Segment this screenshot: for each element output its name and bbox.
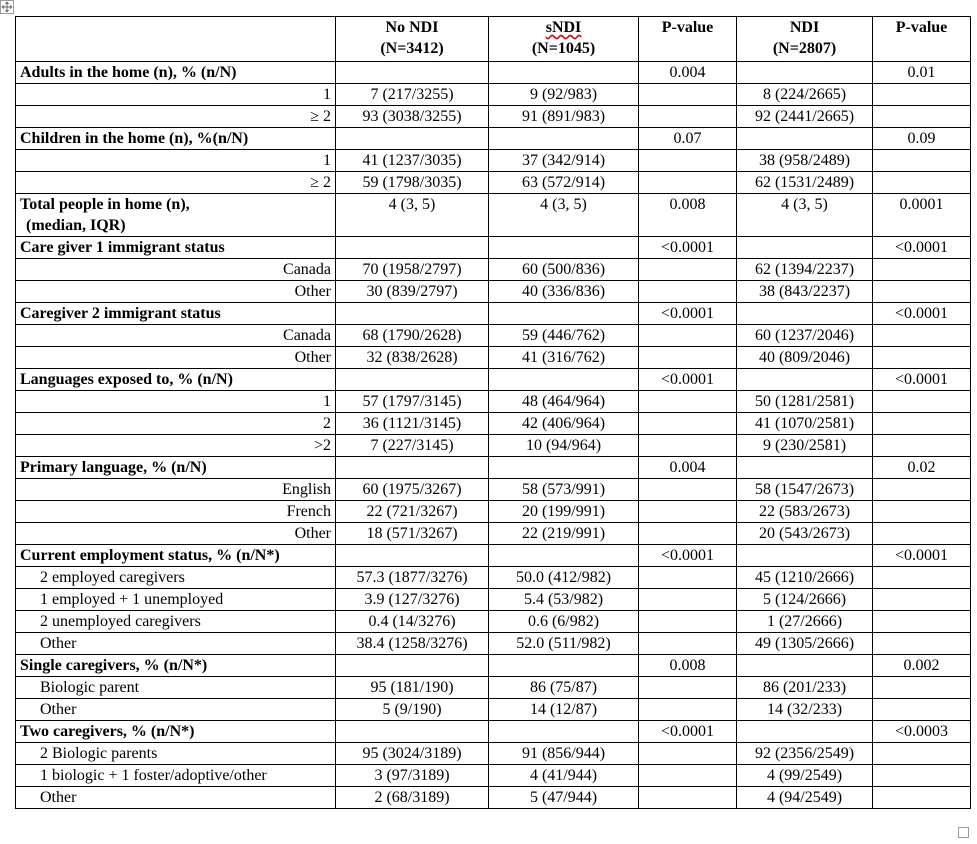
- cell-no-ndi: 93 (3038/3255): [336, 106, 489, 128]
- table-row: [16, 172, 971, 194]
- cell-p-value-1: 0.004: [639, 62, 737, 84]
- category-label: 1 employed + 1 unemployed: [16, 589, 336, 611]
- cell-sndi: 10 (94/964): [489, 435, 639, 457]
- table-row: [16, 150, 971, 172]
- cell-p-value-1: [639, 106, 737, 128]
- cell-p-value-1: [639, 84, 737, 106]
- table-row: [16, 501, 971, 523]
- cell-p-value-1: [639, 589, 737, 611]
- cell-no-ndi: 4 (3, 5): [336, 194, 489, 237]
- cell-ndi: [737, 237, 873, 259]
- cell-sndi: 86 (75/87): [489, 677, 639, 699]
- category-label: Canada: [16, 325, 336, 347]
- cell-no-ndi: 22 (721/3267): [336, 501, 489, 523]
- cell-p-value-2: 0.0001: [873, 194, 971, 237]
- cell-ndi: 4 (99/2549): [737, 765, 873, 787]
- cell-sndi: 5 (47/944): [489, 787, 639, 809]
- cell-sndi: 60 (500/836): [489, 259, 639, 281]
- cell-p-value-2: <0.0001: [873, 237, 971, 259]
- cell-no-ndi: 3 (97/3189): [336, 765, 489, 787]
- cell-p-value-2: [873, 765, 971, 787]
- cell-ndi: 38 (843/2237): [737, 281, 873, 303]
- section-row: [16, 62, 971, 84]
- cell-sndi: [489, 457, 639, 479]
- cell-no-ndi: [336, 545, 489, 567]
- table-row: [16, 765, 971, 787]
- section-label: [16, 303, 336, 325]
- cell-p-value-2: [873, 259, 971, 281]
- section-label-text: Primary language, % (n/N): [20, 459, 207, 476]
- header-label-cell: [16, 17, 336, 62]
- category-label: Other: [16, 281, 336, 303]
- cell-ndi: [737, 62, 873, 84]
- cell-sndi: 40 (336/836): [489, 281, 639, 303]
- category-label: 2 employed caregivers: [16, 567, 336, 589]
- table-row: [16, 391, 971, 413]
- cell-p-value-1: [639, 281, 737, 303]
- cell-no-ndi: 38.4 (1258/3276): [336, 633, 489, 655]
- cell-p-value-1: [639, 413, 737, 435]
- cell-no-ndi: [336, 128, 489, 150]
- cell-sndi: 4 (3, 5): [489, 194, 639, 237]
- cell-ndi: [737, 128, 873, 150]
- table-body: [16, 62, 971, 809]
- cell-p-value-1: <0.0001: [639, 721, 737, 743]
- cell-ndi: [737, 545, 873, 567]
- cell-p-value-1: [639, 325, 737, 347]
- results-table: [15, 16, 971, 809]
- header-no-ndi-n: (N=3412): [380, 40, 444, 57]
- cell-p-value-2: [873, 611, 971, 633]
- cell-p-value-2: [873, 413, 971, 435]
- cell-sndi: 41 (316/762): [489, 347, 639, 369]
- cell-ndi: 86 (201/233): [737, 677, 873, 699]
- cell-p-value-1: [639, 150, 737, 172]
- section-row: [16, 128, 971, 150]
- category-label: >2: [16, 435, 336, 457]
- cell-p-value-1: [639, 743, 737, 765]
- cell-no-ndi: [336, 369, 489, 391]
- section-row: [16, 655, 971, 677]
- cell-p-value-2: 0.02: [873, 457, 971, 479]
- cell-sndi: 37 (342/914): [489, 150, 639, 172]
- cell-sndi: [489, 303, 639, 325]
- section-label: [16, 128, 336, 150]
- category-label: Other: [16, 699, 336, 721]
- cell-no-ndi: 0.4 (14/3276): [336, 611, 489, 633]
- table-row: [16, 106, 971, 128]
- cell-sndi: 52.0 (511/982): [489, 633, 639, 655]
- cell-no-ndi: [336, 457, 489, 479]
- table-row: [16, 347, 971, 369]
- cell-ndi: 62 (1394/2237): [737, 259, 873, 281]
- cell-no-ndi: 57.3 (1877/3276): [336, 567, 489, 589]
- header-sndi: [489, 17, 639, 62]
- cell-no-ndi: 18 (571/3267): [336, 523, 489, 545]
- cell-no-ndi: [336, 721, 489, 743]
- cell-sndi: 50.0 (412/982): [489, 567, 639, 589]
- category-label: ≥ 2: [16, 172, 336, 194]
- section-label: [16, 457, 336, 479]
- header-ndi-name: NDI: [789, 19, 820, 36]
- cell-p-value-1: [639, 523, 737, 545]
- cell-p-value-1: 0.008: [639, 655, 737, 677]
- category-label: ≥ 2: [16, 106, 336, 128]
- cell-sndi: 4 (41/944): [489, 765, 639, 787]
- cell-ndi: 49 (1305/2666): [737, 633, 873, 655]
- cell-sndi: 0.6 (6/982): [489, 611, 639, 633]
- section-label: [16, 237, 336, 259]
- cell-no-ndi: 30 (839/2797): [336, 281, 489, 303]
- category-label: Other: [16, 347, 336, 369]
- cell-p-value-2: [873, 347, 971, 369]
- cell-sndi: 22 (219/991): [489, 523, 639, 545]
- cell-p-value-2: 0.01: [873, 62, 971, 84]
- cell-p-value-1: [639, 699, 737, 721]
- table-row: [16, 84, 971, 106]
- cell-sndi: [489, 721, 639, 743]
- cell-ndi: 4 (3, 5): [737, 194, 873, 237]
- section-row: [16, 303, 971, 325]
- category-label: Canada: [16, 259, 336, 281]
- table-row: [16, 281, 971, 303]
- cell-p-value-2: [873, 391, 971, 413]
- section-label: [16, 62, 336, 84]
- cell-no-ndi: [336, 303, 489, 325]
- header-ndi-n: (N=2807): [772, 40, 837, 57]
- header-row: [16, 17, 971, 62]
- cell-p-value-2: <0.0001: [873, 303, 971, 325]
- cell-p-value-1: <0.0001: [639, 369, 737, 391]
- table-row: [16, 611, 971, 633]
- category-label: Biologic parent: [16, 677, 336, 699]
- table-row: [16, 259, 971, 281]
- section-label-text: Two caregivers, % (n/N*): [20, 723, 195, 740]
- cell-p-value-1: [639, 787, 737, 809]
- cell-ndi: 22 (583/2673): [737, 501, 873, 523]
- cell-ndi: 58 (1547/2673): [737, 479, 873, 501]
- cell-sndi: 58 (573/991): [489, 479, 639, 501]
- table-row: [16, 633, 971, 655]
- cell-p-value-2: [873, 325, 971, 347]
- cell-p-value-1: <0.0001: [639, 303, 737, 325]
- table-row: [16, 677, 971, 699]
- cell-p-value-1: [639, 435, 737, 457]
- cell-no-ndi: 59 (1798/3035): [336, 172, 489, 194]
- cell-p-value-1: [639, 567, 737, 589]
- cell-ndi: 5 (124/2666): [737, 589, 873, 611]
- cell-no-ndi: 2 (68/3189): [336, 787, 489, 809]
- cell-sndi: [489, 655, 639, 677]
- section-label-text: Current employment status, % (n/N*): [20, 547, 280, 564]
- cell-p-value-2: [873, 84, 971, 106]
- cell-no-ndi: 95 (181/190): [336, 677, 489, 699]
- cell-ndi: 14 (32/233): [737, 699, 873, 721]
- header-no-ndi: [336, 17, 489, 62]
- cell-ndi: 60 (1237/2046): [737, 325, 873, 347]
- cell-no-ndi: 5 (9/190): [336, 699, 489, 721]
- cell-p-value-2: <0.0003: [873, 721, 971, 743]
- section-row: [16, 721, 971, 743]
- table-row: [16, 743, 971, 765]
- section-label: [16, 655, 336, 677]
- cell-sndi: [489, 545, 639, 567]
- section-row: [16, 237, 971, 259]
- cell-p-value-2: [873, 501, 971, 523]
- cell-p-value-1: <0.0001: [639, 545, 737, 567]
- cell-p-value-1: [639, 172, 737, 194]
- category-label: 2 Biologic parents: [16, 743, 336, 765]
- cell-p-value-2: 0.09: [873, 128, 971, 150]
- cell-ndi: 45 (1210/2666): [737, 567, 873, 589]
- cell-ndi: 38 (958/2489): [737, 150, 873, 172]
- cell-p-value-1: [639, 391, 737, 413]
- cell-sndi: 14 (12/87): [489, 699, 639, 721]
- table-row: [16, 589, 971, 611]
- cell-p-value-1: 0.07: [639, 128, 737, 150]
- table-row: [16, 787, 971, 809]
- cell-p-value-1: 0.004: [639, 457, 737, 479]
- cell-p-value-2: [873, 281, 971, 303]
- cell-ndi: [737, 655, 873, 677]
- header-sndi-name: sNDI: [545, 19, 582, 36]
- cell-sndi: 20 (199/991): [489, 501, 639, 523]
- cell-p-value-1: [639, 611, 737, 633]
- table-row: [16, 479, 971, 501]
- cell-sndi: [489, 237, 639, 259]
- cell-sndi: 9 (92/983): [489, 84, 639, 106]
- cell-p-value-1: <0.0001: [639, 237, 737, 259]
- header-sndi-n: (N=1045): [531, 40, 596, 57]
- cell-ndi: [737, 303, 873, 325]
- cell-no-ndi: 95 (3024/3189): [336, 743, 489, 765]
- cell-p-value-2: [873, 699, 971, 721]
- cell-p-value-1: [639, 347, 737, 369]
- section-label-text: Children in the home (n), %(n/N): [20, 130, 249, 147]
- cell-sndi: 42 (406/964): [489, 413, 639, 435]
- category-label: English: [16, 479, 336, 501]
- table-row: [16, 523, 971, 545]
- cell-p-value-2: [873, 435, 971, 457]
- cell-p-value-1: [639, 677, 737, 699]
- cell-p-value-2: [873, 633, 971, 655]
- cell-ndi: 20 (543/2673): [737, 523, 873, 545]
- cell-sndi: 59 (446/762): [489, 325, 639, 347]
- cell-p-value-2: [873, 479, 971, 501]
- cell-p-value-1: 0.008: [639, 194, 737, 237]
- cell-ndi: [737, 721, 873, 743]
- section-label-text-line2: (median, IQR): [26, 217, 126, 234]
- cell-no-ndi: 32 (838/2628): [336, 347, 489, 369]
- cell-no-ndi: [336, 237, 489, 259]
- cell-p-value-1: [639, 259, 737, 281]
- cell-ndi: 1 (27/2666): [737, 611, 873, 633]
- category-label: French: [16, 501, 336, 523]
- cell-ndi: 41 (1070/2581): [737, 413, 873, 435]
- cell-sndi: 48 (464/964): [489, 391, 639, 413]
- table-row: [16, 435, 971, 457]
- section-row: [16, 194, 971, 237]
- cell-sndi: [489, 62, 639, 84]
- table-row: [16, 413, 971, 435]
- cell-sndi: 91 (891/983): [489, 106, 639, 128]
- section-label: [16, 545, 336, 567]
- category-label: 1: [16, 84, 336, 106]
- category-label: 2 unemployed caregivers: [16, 611, 336, 633]
- cell-p-value-2: [873, 150, 971, 172]
- category-label: Other: [16, 633, 336, 655]
- cell-no-ndi: 7 (227/3145): [336, 435, 489, 457]
- section-label-text: Total people in home (n),: [20, 196, 190, 213]
- cell-sndi: [489, 128, 639, 150]
- cell-ndi: 92 (2441/2665): [737, 106, 873, 128]
- header-p-value-1: P-value: [639, 17, 737, 62]
- cell-no-ndi: 7 (217/3255): [336, 84, 489, 106]
- table-move-handle[interactable]: [0, 0, 14, 14]
- cell-no-ndi: 68 (1790/2628): [336, 325, 489, 347]
- cell-p-value-2: <0.0001: [873, 545, 971, 567]
- cell-p-value-2: [873, 743, 971, 765]
- cell-p-value-2: [873, 172, 971, 194]
- section-label-text: Languages exposed to, % (n/N): [20, 371, 233, 388]
- cell-ndi: 9 (230/2581): [737, 435, 873, 457]
- cell-p-value-2: <0.0001: [873, 369, 971, 391]
- cell-p-value-2: [873, 787, 971, 809]
- section-label: [16, 369, 336, 391]
- cell-ndi: [737, 369, 873, 391]
- cell-no-ndi: [336, 655, 489, 677]
- cell-ndi: [737, 457, 873, 479]
- section-label-text: Caregiver 2 immigrant status: [20, 305, 221, 322]
- cell-ndi: 40 (809/2046): [737, 347, 873, 369]
- section-label-text: Single caregivers, % (n/N*): [20, 657, 208, 674]
- cell-p-value-1: [639, 765, 737, 787]
- cell-no-ndi: 60 (1975/3267): [336, 479, 489, 501]
- section-row: [16, 369, 971, 391]
- cell-p-value-1: [639, 479, 737, 501]
- cell-no-ndi: 57 (1797/3145): [336, 391, 489, 413]
- cell-sndi: [489, 369, 639, 391]
- category-label: Other: [16, 787, 336, 809]
- category-label: 2: [16, 413, 336, 435]
- cell-sndi: 5.4 (53/982): [489, 589, 639, 611]
- table-resize-handle[interactable]: [958, 827, 969, 838]
- cell-ndi: 4 (94/2549): [737, 787, 873, 809]
- header-no-ndi-name: No NDI: [385, 19, 439, 36]
- table-row: [16, 699, 971, 721]
- move-arrows-icon: [1, 1, 13, 13]
- category-label: 1: [16, 391, 336, 413]
- section-label-text: Care giver 1 immigrant status: [20, 239, 225, 256]
- cell-p-value-2: [873, 106, 971, 128]
- category-label: Other: [16, 523, 336, 545]
- cell-sndi: 63 (572/914): [489, 172, 639, 194]
- category-label: 1 biologic + 1 foster/adoptive/other: [16, 765, 336, 787]
- table-row: [16, 325, 971, 347]
- section-row: [16, 457, 971, 479]
- cell-p-value-2: [873, 589, 971, 611]
- section-label: [16, 721, 336, 743]
- cell-p-value-2: [873, 567, 971, 589]
- header-ndi: [737, 17, 873, 62]
- cell-p-value-1: [639, 633, 737, 655]
- cell-ndi: 92 (2356/2549): [737, 743, 873, 765]
- section-label: [16, 194, 336, 237]
- table-row: [16, 567, 971, 589]
- header-p-value-2: P-value: [873, 17, 971, 62]
- cell-ndi: 8 (224/2665): [737, 84, 873, 106]
- cell-p-value-2: [873, 523, 971, 545]
- cell-p-value-2: [873, 677, 971, 699]
- cell-p-value-2: 0.002: [873, 655, 971, 677]
- cell-p-value-1: [639, 501, 737, 523]
- cell-no-ndi: 41 (1237/3035): [336, 150, 489, 172]
- cell-no-ndi: 3.9 (127/3276): [336, 589, 489, 611]
- section-row: [16, 545, 971, 567]
- cell-no-ndi: 36 (1121/3145): [336, 413, 489, 435]
- cell-sndi: 91 (856/944): [489, 743, 639, 765]
- category-label: 1: [16, 150, 336, 172]
- cell-ndi: 50 (1281/2581): [737, 391, 873, 413]
- section-label-text: Adults in the home (n), % (n/N): [20, 64, 237, 81]
- cell-no-ndi: [336, 62, 489, 84]
- cell-ndi: 62 (1531/2489): [737, 172, 873, 194]
- cell-no-ndi: 70 (1958/2797): [336, 259, 489, 281]
